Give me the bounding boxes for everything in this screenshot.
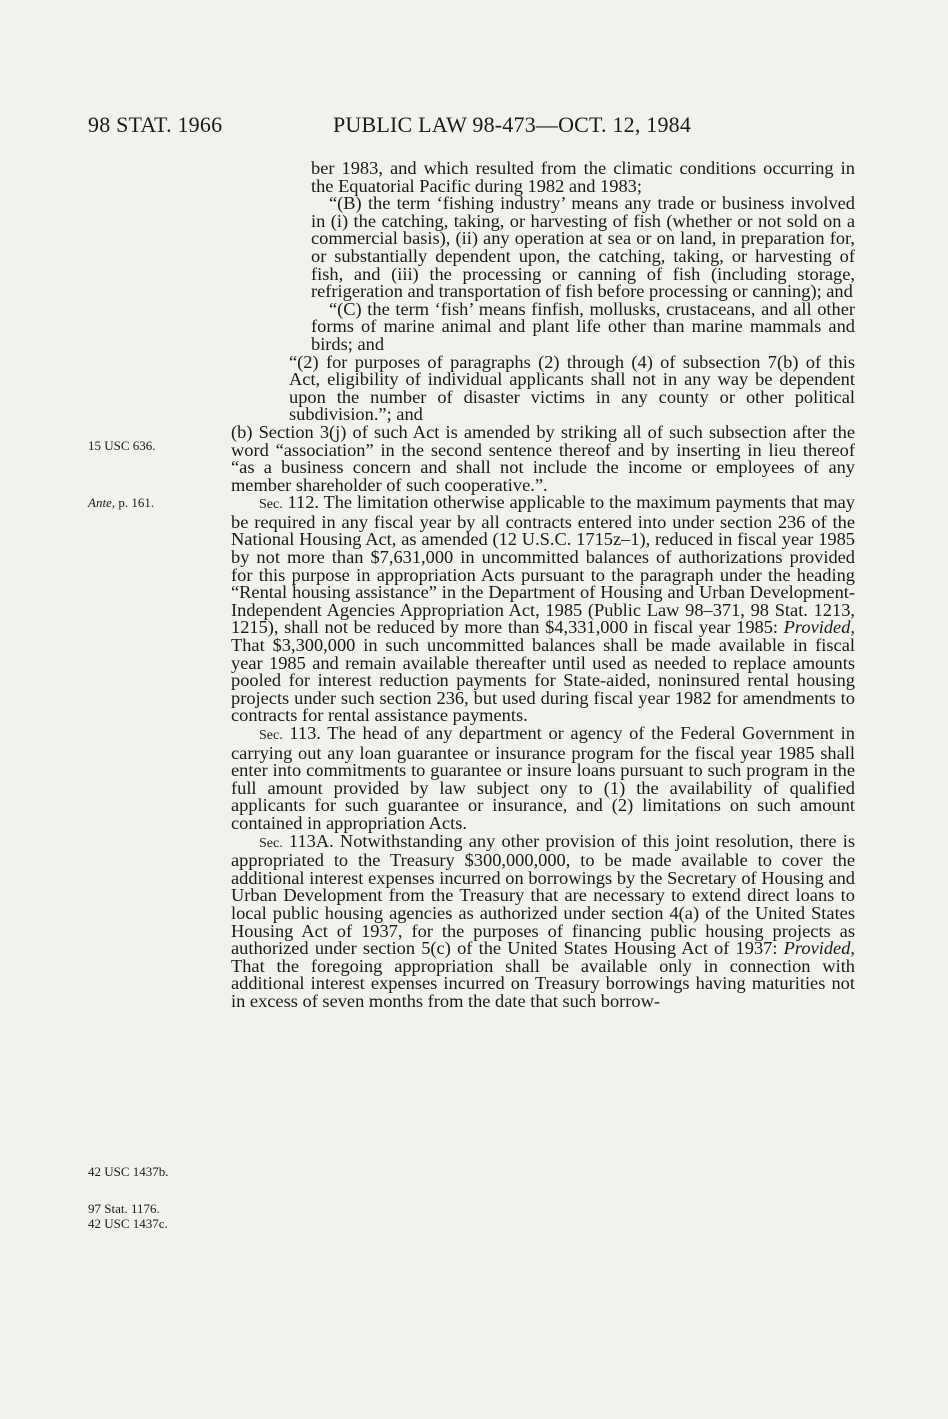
margin-note-ante-rest: , p. 161. (111, 495, 155, 510)
paragraph-fish-definition: “(C) the term ‘fish’ means finfish, mollusks, crustaceans, and all other forms of marine animal and plant life other than marine mammals and birds; and (311, 298, 855, 354)
margin-note-42-usc-1437c: 42 USC 1437c. (88, 1216, 168, 1231)
margin-note-ante (88, 495, 154, 510)
public-law-title: PUBLIC LAW 98-473—OCT. 12, 1984 (333, 112, 692, 137)
paragraph-section-3j: (b) Section 3(j) of such Act is amended by striking all of such subsection after the word “association” in the second sentence thereof and by inserting in lieu thereof “as a business concern and shall not include the income or employees of any member shareholder of such cooperative.”. (231, 421, 855, 495)
statute-page-number: 98 STAT. 1966 (88, 112, 223, 137)
paragraph-continuation: ber 1983, and which resulted from the climatic conditions occurring in the Equatorial Pacific during 1982 and 1983; (311, 158, 855, 196)
margin-note-97-stat (88, 1201, 168, 1231)
section-113: Sec. 113. The head of any department or agency of the Federal Government in carrying out any loan guarantee or insurance program for the fiscal year 1985 shall enter into commitments to guarantee or insure loans pursuant to such program in the full amount provided by law subject ony to (1) the availability of qualified applicants for such guarantee or insurance, and (2) limitations on such amount contained in appropriation Acts. (231, 723, 855, 833)
margin-note-ante-italic: Ante (88, 495, 112, 510)
paragraph-fishing-industry-definition: “(B) the term ‘fishing industry’ means any trade or business involved in (i) the catching, taking, or harvesting of fish (whether or not sold on a commercial basis), (ii) any operation at sea or on land, in preparation for, or substantially dependent upon, the catching, taking, or harvesting of fish, and (iii) the processing or canning of fish (including storage, refrigeration and transportation of fish before processing or canning); and (311, 193, 855, 302)
margin-note-15-usc-636: 15 USC 636. (88, 438, 156, 453)
paragraph-eligibility: “(2) for purposes of paragraphs (2) through (4) of subsection 7(b) of this Act, eligibility of individual applicants shall not in any way be dependent upon the number of disaster victims in any county or other political subdivision.”; and (289, 351, 855, 425)
margin-note-97-stat-line1: 97 Stat. 1176. (88, 1201, 160, 1216)
margin-note-42-usc-1437b: 42 USC 1437b. (88, 1164, 169, 1179)
body-text (231, 160, 855, 1011)
section-113a: Sec. 113A. Notwithstanding any other provision of this joint resolution, there is appropriated to the Treasury $300,000,000, to be made available to cover the additional interest expenses incurred on borrowings by the Secretary of Housing and Urban Development from the Treasury that are necessary to extend direct loans to local public housing agencies as authorized under section 4(a) of the United States Housing Act of 1937, for the purposes of financing public housing projects as authorized under section 5(c) of the United States Housing Act of 1937: Provided, That the foregoing appropriation shall be available only in connection with additional interest expenses incurred on Treasury borrowings having maturities not in excess of seven months from the date that such borrow- (231, 830, 855, 1011)
section-112: Sec. 112. The limitation otherwise applicable to the maximum payments that may be required in any fiscal year by all contracts entered into under section 236 of the National Housing Act, as amended (12 U.S.C. 1715z–1), reduced in fiscal year 1985 by not more than $7,631,000 in uncommitted balances of authorizations provided for this purpose in appropriation Acts pursuant to the paragraph under the heading “Rental housing assistance” in the Department of Housing and Urban Development-Independent Agencies Appropriation Act, 1985 (Public Law 98–371, 98 Stat. 1213, 1215), shall not be reduced by more than $4,331,000 in fiscal year 1985: Provided, That $3,300,000 in such uncommitted balances shall be made available in fiscal year 1985 and remain available thereafter until used as needed to replace amounts pooled for interest reduction payments for State-aided, noninsured rental housing projects under such section 236, but used during fiscal year 1982 for amendments to contracts for rental assistance payments. (231, 492, 855, 726)
